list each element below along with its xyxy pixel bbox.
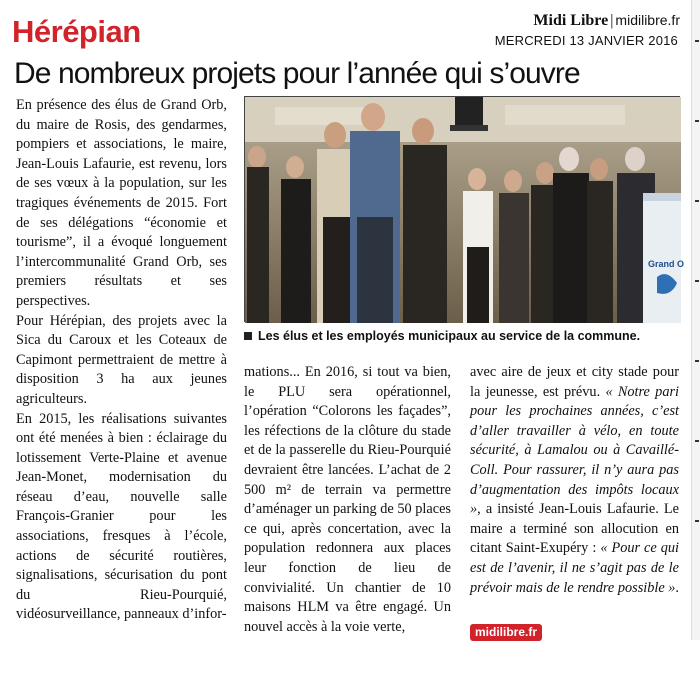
article-column-3 (470, 363, 679, 598)
article-column-1 (16, 96, 227, 625)
paragraph: mations... En 2016, si tout va bien, le PLU sera opérationnel, l’opération “Colorons les façades”, les réfections de la clôture du stade et de la passerelle du Rieu-Pourquié devraient être lancées. L’achat de 2 500 m² de terrain va permettre d’aménager un parking de 50 places ce qui, après concertation, avec la population redonnera aux places leur fonction de lieu de convivialité. Un chantier de 10 maisons HLM va être engagé. Un nouvel accès à la voie verte, (244, 364, 451, 635)
footer-logo[interactable]: midilibre.fr (470, 624, 542, 641)
paragraph: Pour Hérépian, des projets avec la Sica du Caroux et les Coteaux de Capimont permettraient de mettre à disposition 3 ha aux jeunes agriculteurs. (16, 312, 227, 407)
town-title: Hérépian (12, 14, 141, 49)
article-photo (244, 96, 685, 322)
paper-name: Midi Libre (533, 12, 609, 29)
paragraph: En 2015, les réalisations suivantes ont été menées à bien : éclairage du lotissement Verte-Plaine et avenue Jean-Monet, modernisation du réseau d’eau, nouvelle salle François-Granier pour les associations, fresques à l’école, actions de sécurité routières, signalisations, sécurisation du pont du Rieu-Pourquié, vidéosurveillance, panneaux d’infor- (16, 410, 227, 623)
caption-text: Les élus et les employés municipaux au service de la commune. (258, 329, 641, 343)
quote-run: « Pour ce qui est de l’avenir, il ne s’agit pas de le prévoir mais de le rendre possible » (470, 540, 679, 596)
paper-date: MERCREDI 13 JANVIER 2016 (494, 33, 678, 48)
text-run: . (675, 579, 679, 596)
podium (643, 193, 684, 323)
paper-brand (533, 12, 680, 30)
article-column-2 (244, 363, 451, 637)
paragraph: En présence des élus de Grand Orb, du maire de Rosis, des gendarmes, pompiers et associations, le maire, Jean-Louis Lafaurie, est revenu, lors de ses vœux à la population, sur les tragiques événements de 2015. Fort de ses délégations “économie et tourisme”, il a évoqué longuement l’intercommunalité Grand Orb, ses premiers résultats et ses perspectives. (16, 97, 227, 309)
page-edge (691, 0, 700, 640)
paragraph (470, 363, 679, 598)
caption-bullet (244, 332, 252, 340)
photo-caption (244, 329, 680, 343)
podium-text: Grand O (648, 259, 685, 269)
paper-separator: | (610, 12, 614, 29)
paper-url: midilibre.fr (615, 12, 680, 28)
text-run: avec aire de jeux et city stade pour la jeunesse, est prévu. (470, 364, 679, 400)
quote-run: « Notre pari pour les prochaines années, c’est d’aller travailler à vélo, en toute sécurité, à Lamalou ou à Cavaillé-Coll. Pour rassurer, il n’y aura pas d’augmentation des impôts locaux » (470, 383, 679, 518)
headline: De nombreux projets pour l’année qui s’ouvre (14, 57, 580, 90)
text-run: , a insisté Jean-Louis Lafaurie. Le maire a terminé son allocution en citant Saint-Exupéry : (470, 501, 679, 557)
photo-illustration (245, 97, 685, 323)
